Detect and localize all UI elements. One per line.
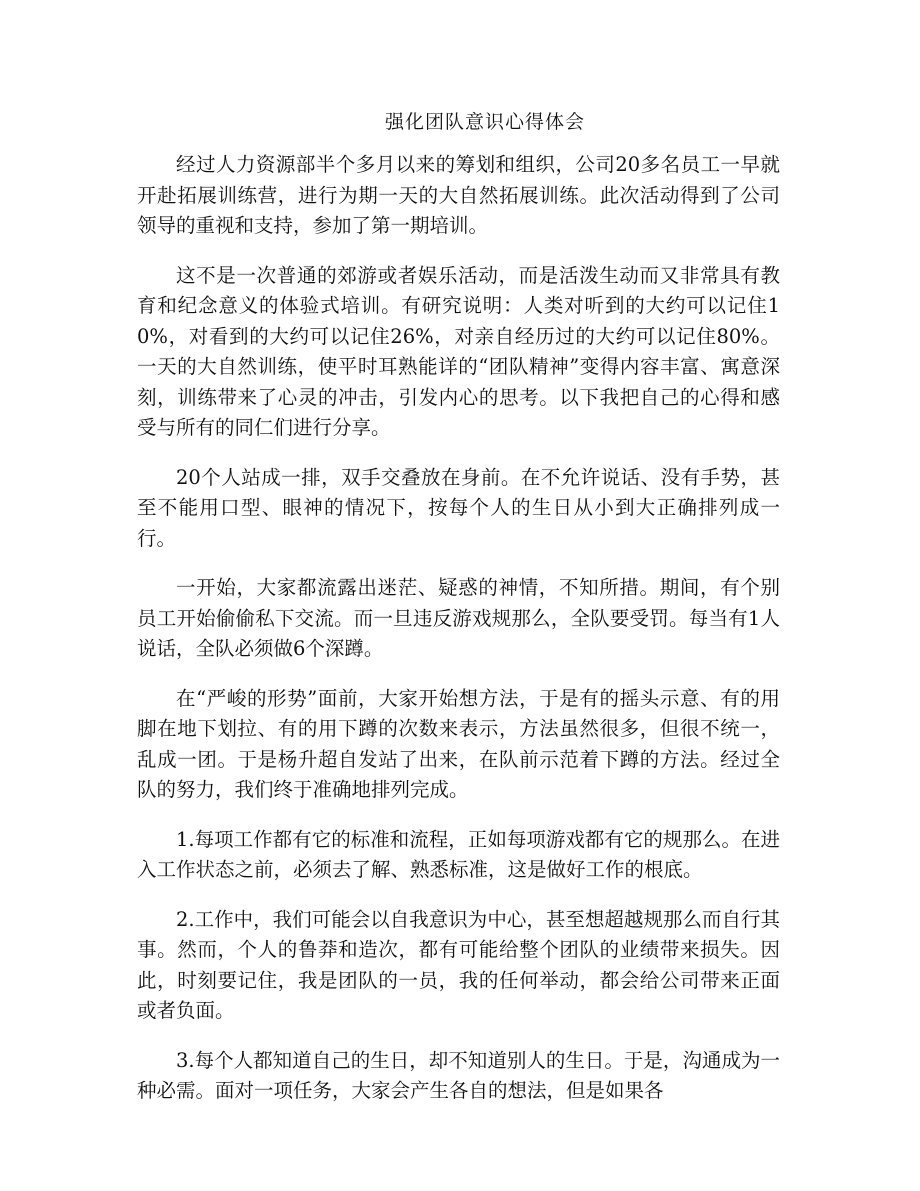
paragraph: 20个人站成一排，双手交叠放在身前。在不允许说话、没有手势，甚至不能用口型、眼神的情况下，按每个人的生日从小到大正确排列成一行。 bbox=[137, 465, 780, 550]
paragraph: 1.每项工作都有它的标准和流程，正如每项游戏都有它的规那么。在进入工作状态之前，必须去了解、熟悉标准，这是做好工作的根底。 bbox=[137, 827, 780, 881]
paragraph: 3.每个人都知道自己的生日，却不知道别人的生日。于是，沟通成为一种必需。面对一项任务，大家会产生各自的想法，但是如果各 bbox=[137, 1048, 780, 1102]
document-title: 强化团队意识心得体会 bbox=[384, 111, 585, 133]
paragraph: 在“严峻的形势”面前，大家开始想方法，于是有的摇头示意、有的用脚在地下划拉、有的用下蹲的次数来表示，方法虽然很多，但很不统一，乱成一团。于是杨升超自发站了出来，在队前示范着下蹲的方法。经过全队的努力，我们终于准确地排列完成。 bbox=[137, 686, 780, 801]
paragraph: 一开始，大家都流露出迷茫、疑惑的神情，不知所措。期间，有个别员工开始偷偷私下交流。而一旦违反游戏规那么，全队要受罚。每当有1人说话，全队必须做6个深蹲。 bbox=[137, 576, 780, 660]
paragraph: 2.工作中，我们可能会以自我意识为中心，甚至想超越规那么而自行其事。然而，个人的鲁莽和造次，都有可能给整个团队的业绩带来损失。因此，时刻要记住，我是团队的一员，我的任何举动，都会给公司带来正面或者负面。 bbox=[137, 907, 780, 1022]
paragraph: 经过人力资源部半个多月以来的筹划和组织，公司20多名员工一早就开赴拓展训练营，进行为期一天的大自然拓展训练。此次活动得到了公司领导的重视和支持，参加了第一期培训。 bbox=[137, 153, 780, 237]
paragraph: 这不是一次普通的郊游或者娱乐活动，而是活泼生动而又非常具有教育和纪念意义的体验式培训。有研究说明：人类对听到的大约可以记住10%，对看到的大约可以记住26%，对亲自经历过的大约可以记住80%。一天的大自然训练，使平时耳熟能详的“团队精神”变得内容丰富、寓意深刻，训练带来了心灵的冲击，引发内心的思考。以下我把自己的心得和感受与所有的同仁们进行分享。 bbox=[137, 263, 780, 439]
document-body bbox=[137, 150, 780, 1126]
